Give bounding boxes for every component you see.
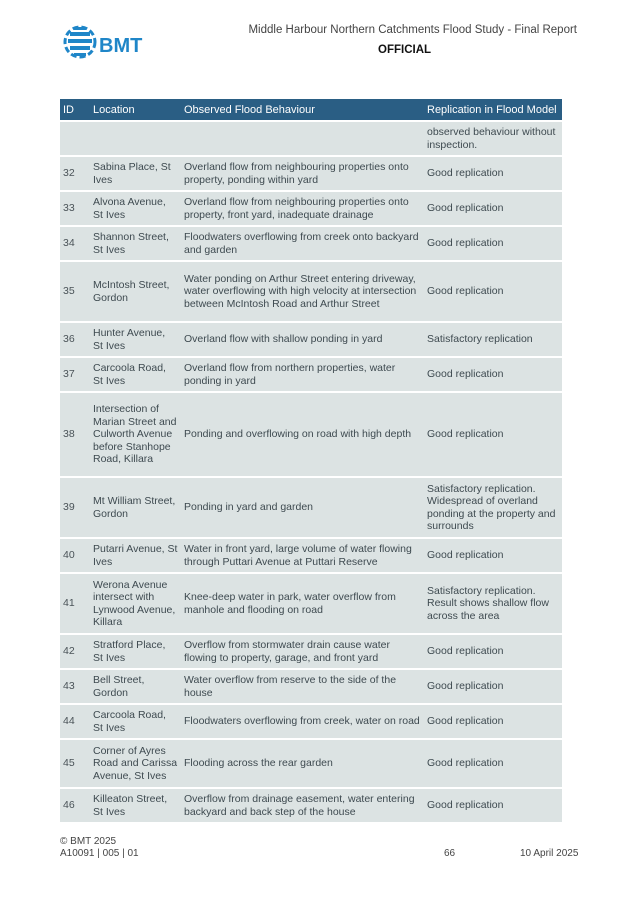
cell-replication: Good replication — [424, 789, 562, 822]
cell-replication: Good replication — [424, 705, 562, 738]
table-row — [60, 323, 562, 356]
cell-location: Werona Avenue intersect with Lynwood Avenue, Killara — [90, 574, 181, 633]
table-row — [60, 393, 562, 476]
flood-behaviour-table — [60, 97, 562, 824]
cell-location: Shannon Street, St Ives — [90, 227, 181, 260]
cell-behaviour: Overland flow from neighbouring properties onto property, front yard, inadequate drainage — [181, 192, 424, 225]
cell-id: 36 — [60, 323, 90, 356]
cell-behaviour: Ponding in yard and garden — [181, 478, 424, 537]
cell-behaviour: Ponding and overflowing on road with high depth — [181, 393, 424, 476]
cell-behaviour — [181, 122, 424, 155]
cell-behaviour: Floodwaters overflowing from creek, water on road — [181, 705, 424, 738]
table-header-row — [60, 99, 562, 120]
bmt-logo-icon — [62, 22, 152, 62]
cell-behaviour: Overland flow from northern properties, water ponding in yard — [181, 358, 424, 391]
cell-id: 35 — [60, 262, 90, 321]
cell-location: Carcoola Road, St Ives — [90, 705, 181, 738]
cell-replication: Good replication — [424, 192, 562, 225]
cell-location: Bell Street, Gordon — [90, 670, 181, 703]
logo-text: BMT — [99, 35, 143, 57]
cell-replication: Satisfactory replication. Result shows shallow flow across the area — [424, 574, 562, 633]
cell-id: 43 — [60, 670, 90, 703]
table-row — [60, 478, 562, 537]
cell-id: 38 — [60, 393, 90, 476]
table-row — [60, 574, 562, 633]
cell-location: Putarri Avenue, St Ives — [90, 539, 181, 572]
cell-location: McIntosh Street, Gordon — [90, 262, 181, 321]
cell-behaviour: Water overflow from reserve to the side of the house — [181, 670, 424, 703]
cell-replication: Good replication — [424, 393, 562, 476]
table-row — [60, 122, 562, 155]
column-header-replication: Replication in Flood Model — [424, 99, 562, 120]
table-row — [60, 705, 562, 738]
cell-replication: Good replication — [424, 635, 562, 668]
copyright: © BMT 2025 — [60, 836, 117, 847]
cell-replication: Good replication — [424, 358, 562, 391]
cell-id: 46 — [60, 789, 90, 822]
cell-location — [90, 122, 181, 155]
cell-behaviour: Overland flow from neighbouring properties onto property, ponding within yard — [181, 157, 424, 190]
cell-id: 40 — [60, 539, 90, 572]
cell-replication: Satisfactory replication — [424, 323, 562, 356]
cell-replication: observed behaviour without inspection. — [424, 122, 562, 155]
table-row — [60, 670, 562, 703]
table-row — [60, 192, 562, 225]
cell-id: 37 — [60, 358, 90, 391]
cell-id: 34 — [60, 227, 90, 260]
cell-behaviour: Overflow from drainage easement, water entering backyard and back step of the house — [181, 789, 424, 822]
column-header-id: ID — [60, 99, 90, 120]
cell-replication: Good replication — [424, 157, 562, 190]
cell-id: 41 — [60, 574, 90, 633]
cell-id: 45 — [60, 740, 90, 787]
cell-id: 42 — [60, 635, 90, 668]
cell-replication: Good replication — [424, 670, 562, 703]
cell-location: Hunter Avenue, St Ives — [90, 323, 181, 356]
cell-behaviour: Flooding across the rear garden — [181, 740, 424, 787]
cell-behaviour: Overflow from stormwater drain cause water flowing to property, garage, and front yard — [181, 635, 424, 668]
cell-location: Stratford Place, St Ives — [90, 635, 181, 668]
cell-location: Intersection of Marian Street and Culworth Avenue before Stanhope Road, Killara — [90, 393, 181, 476]
column-header-behaviour: Observed Flood Behaviour — [181, 99, 424, 120]
table-row — [60, 157, 562, 190]
footer-left — [60, 836, 139, 860]
cell-behaviour: Floodwaters overflowing from creek onto backyard and garden — [181, 227, 424, 260]
cell-replication: Satisfactory replication. Widespread of overland ponding at the property and surrounds — [424, 478, 562, 537]
cell-replication: Good replication — [424, 227, 562, 260]
page-number: 66 — [444, 848, 456, 859]
cell-id — [60, 122, 90, 155]
table-row — [60, 358, 562, 391]
report-title: Middle Harbour Northern Catchments Flood Study - Final Report — [248, 24, 577, 36]
cell-behaviour: Water ponding on Arthur Street entering driveway, water overflowing with high velocity at intersection between McIntosh Road and Arthur Street — [181, 262, 424, 321]
table-row — [60, 539, 562, 572]
cell-behaviour: Knee-deep water in park, water overflow from manhole and flooding on road — [181, 574, 424, 633]
cell-replication: Good replication — [424, 740, 562, 787]
cell-location: Corner of Ayres Road and Carissa Avenue, St Ives — [90, 740, 181, 787]
table-row — [60, 789, 562, 822]
cell-id: 44 — [60, 705, 90, 738]
table-row — [60, 227, 562, 260]
cell-location: Carcoola Road, St Ives — [90, 358, 181, 391]
cell-location: Sabina Place, St Ives — [90, 157, 181, 190]
document-reference: A10091 | 005 | 01 — [60, 848, 139, 859]
cell-behaviour: Water in front yard, large volume of water flowing through Puttari Avenue at Puttari Reserve — [181, 539, 424, 572]
bmt-logo — [62, 22, 152, 62]
table-row — [60, 740, 562, 787]
cell-location: Alvona Avenue, St Ives — [90, 192, 181, 225]
report-date: 10 April 2025 — [520, 848, 579, 859]
cell-id: 39 — [60, 478, 90, 537]
cell-id: 32 — [60, 157, 90, 190]
cell-location: Mt William Street, Gordon — [90, 478, 181, 537]
cell-replication: Good replication — [424, 262, 562, 321]
column-header-location: Location — [90, 99, 181, 120]
cell-location: Killeaton Street, St Ives — [90, 789, 181, 822]
cell-replication: Good replication — [424, 539, 562, 572]
classification-label: OFFICIAL — [378, 44, 432, 56]
cell-behaviour: Overland flow with shallow ponding in yard — [181, 323, 424, 356]
table-row — [60, 262, 562, 321]
table-row — [60, 635, 562, 668]
cell-id: 33 — [60, 192, 90, 225]
